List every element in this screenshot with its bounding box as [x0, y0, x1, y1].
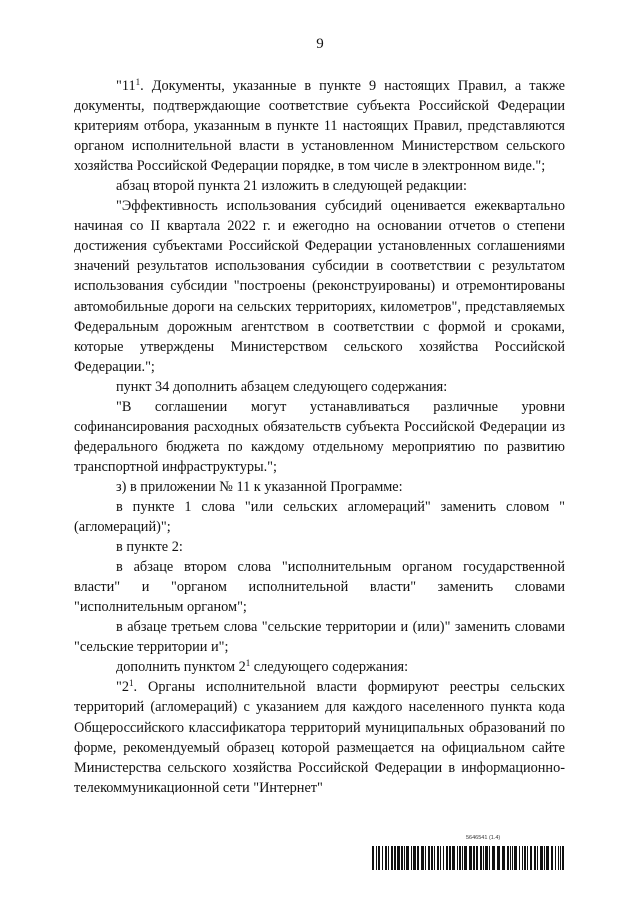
- superscript: 1: [245, 658, 251, 669]
- text-run: в пункте 2:: [116, 539, 183, 556]
- superscript: 1: [135, 77, 141, 87]
- text-run: в абзаце третьем слова "сельские территории и (или)" заменить словами "сельские территории и";: [74, 619, 565, 656]
- paragraph: [74, 76, 565, 176]
- text-run: "2: [116, 679, 129, 696]
- text-run: з) в приложении № 11 к указанной Программе:: [116, 478, 403, 495]
- barcode-icon: [372, 846, 568, 870]
- paragraph: [74, 397, 565, 477]
- paragraph: [74, 196, 565, 376]
- paragraph: [74, 617, 565, 657]
- text-run: в абзаце втором слова "исполнительным органом государственной власти" и "органом исполнительной власти" заменить словами "исполнительным органом";: [74, 559, 565, 616]
- paragraph: [74, 176, 565, 196]
- paragraph: [74, 557, 565, 617]
- text-run: пункт 34 дополнить абзацем следующего содержания:: [116, 378, 448, 395]
- text-run: . Органы исполнительной власти формируют реестры сельских территорий (агломераций) с указанием для каждого населенного пункта кода Общероссийского классификатора территорий муниципальных образований по форме, рекомендуемый образец которой размещается на официальном сайте Министерства сельского хозяйства Российской Федерации в информационно-телекоммуникационной сети "Интернет": [74, 679, 565, 796]
- paragraph: [74, 497, 565, 537]
- text-run: дополнить пунктом 2: [116, 659, 246, 676]
- superscript: 1: [129, 678, 134, 689]
- page-number: 9: [316, 36, 324, 52]
- paragraph: [74, 377, 565, 397]
- text-run: "11: [116, 78, 136, 94]
- text-run: в пункте 1 слова "или сельских агломераций" заменить словом "(агломераций)";: [74, 498, 565, 536]
- barcode-number: 5646541 (1.4): [466, 835, 501, 841]
- text-run: . Документы, указанные в пункте 9 настоящих Правил, а также документы, подтверждающие соответствие субъекта Российской Федерации критериям отбора, указанным в пункте 11 настоящих Правил, представляются органом исполнительной власти в установленном Министерством сельского хозяйства Российской Федерации порядке, в том числе в электронном виде.";: [74, 78, 565, 175]
- text-run: "Эффективность использования субсидий оценивается ежеквартально начиная со II квартала 2022 г. и ежегодно на основании отчетов о степени достижения субъектами Российской Федерации установленных соглашениями значений результатов использования субсидии в соответствии с результатом использования субсидии "построены (реконструированы) и отремонтированы автомобильные дороги на сельских территориях, километров", представляемых Федеральным дорожным агентством в соответствии с формой и сроками, которые утверждены Министерством сельского хозяйства Российской Федерации.";: [74, 198, 566, 375]
- document-body: [74, 76, 565, 798]
- paragraph: [74, 477, 565, 497]
- text-run: "В соглашении могут устанавливаться различные уровни софинансирования расходных обязательств субъекта Российской Федерации из федерального бюджета по каждому отдельному мероприятию по развитию транспортной инфраструктуры.";: [74, 398, 565, 475]
- paragraph: [74, 677, 565, 797]
- text-run: следующего содержания:: [250, 659, 409, 676]
- paragraph: [74, 657, 565, 677]
- text-run: абзац второй пункта 21 изложить в следующей редакции:: [116, 178, 467, 195]
- paragraph: [74, 537, 565, 557]
